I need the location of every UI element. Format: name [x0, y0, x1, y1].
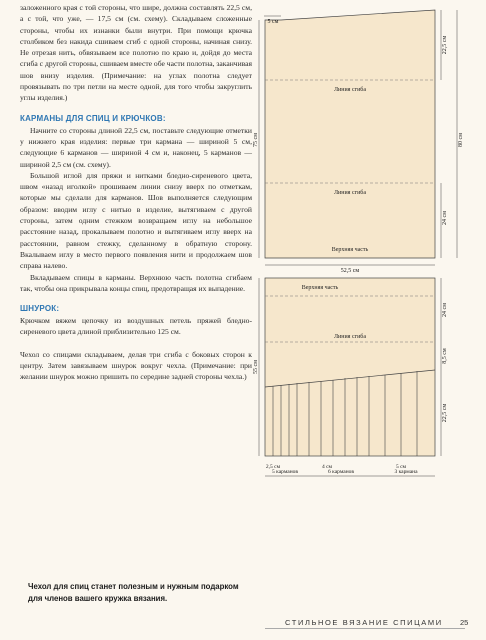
footer-rule [265, 628, 465, 629]
paragraph-folding: Чехол со спицами складываем, делая три сгиба с боковых сторон к центру. Затем завязываем шнурок вокруг чехла. (Примечание: при желании шнурок можно пришить по середине задней стороны чехла.) [20, 349, 252, 382]
book-title-footer: СТИЛЬНОЕ ВЯЗАНИЕ СПИЦАМИ [285, 618, 443, 627]
paragraph-pocket-marks: Начните со стороны длиной 22,5 см, поставьте следующие отметки у нижнего края изделия: первые три кармана — шириной 5 см, следующие 6 карманов — шириной 4 см и, наконец, 5 карманов — шириной 2,5 см (см. схему). [20, 125, 252, 169]
fold-label-2: Линия сгиба [333, 190, 367, 196]
top-part-label-1: Верхняя часть [331, 247, 369, 253]
heading-cord: ШНУРОК: [20, 304, 60, 314]
dim-24-top: 24 см [442, 211, 448, 225]
page-number: 25 [460, 618, 469, 627]
paragraph-cord: Крючком вяжем цепочку из воздушных петель пряжей бледно-сиреневого цвета длиной приблизительно 125 см. [20, 316, 252, 337]
dim-22-5-top: 22,5 см [442, 35, 448, 55]
text-column [20, 0, 252, 383]
dim-5cm-top: 5 см [267, 19, 279, 25]
dim-80: 80 см [458, 133, 464, 147]
dim-8-5: 8,5 см [442, 348, 448, 364]
knitting-diagram [250, 0, 486, 500]
top-part-label-2: Верхняя часть [301, 285, 339, 291]
upper-panel [265, 10, 435, 258]
group-3-pockets: 3 кармана [394, 469, 418, 475]
photo-caption: Чехол для спиц станет полезным и нужным подарком для членов вашего кружка вязания. [28, 582, 239, 603]
dim-5: 5 см [395, 464, 407, 470]
paragraph-seaming: заложенного края с той стороны, что шире, должна составлять 22,5 см, а с той, что уже, — 17,5 см (см. схему). Складываем сложенные стороны, чтобы их изнанки были внутри. При помощи крючка столбиком без накида сшиваем сгиб с одной стороны, начиная снизу. Не отрезая нить, обвязываем все полотно по краю и, дойдя до места сгиба с другой стороны, сшиваем вместе обе части полотна, заканчивая шов внизу изделия. (Примечание: на углах полотна следует провязывать по три петли на месте одной, для того чтобы закруглить углы изделия.) [20, 3, 253, 103]
dim-75: 75 см [253, 133, 259, 147]
dim-2-5: 2,5 см [265, 464, 281, 470]
dim-55: 55 см [253, 360, 259, 374]
lower-panel [265, 278, 435, 456]
dim-4: 4 см [321, 464, 333, 470]
fold-label-3: Линия сгиба [333, 334, 367, 340]
group-5-pockets: 5 карманов [272, 469, 298, 475]
heading-pockets: КАРМАНЫ ДЛЯ СПИЦ И КРЮЧКОВ: [20, 113, 166, 123]
group-6-pockets: 6 карманов [328, 469, 354, 475]
paragraph-insert-needles: Вкладываем спицы в карманы. Верхнюю часть полотна сгибаем так, чтобы она прикрывала концы спиц, предотвращая их выпадение. [20, 272, 252, 293]
paragraph-backstitch: Большой иглой для пряжи и нитками бледно-сиреневого цвета, швом «назад иголкой» прошиваем линии снизу вверх по отметкам, которые мы сделали для карманов. Шов выполняется следующим образом: вводим иглу с нитью в изделие, вытягиваем с другой стороны, затем одним стежком возвращаем иглу на небольшое расстояние назад, прокалываем полотно и вытягиваем иглу вверх на расстоянии, равном стежку, сделанному в обратную сторону. Вкалываем иглу в место первого появления нити и продолжаем шов справа налево. [20, 170, 252, 271]
dim-24-bot: 24 см [442, 303, 448, 317]
dim-52-5: 52,5 см [340, 268, 360, 274]
dim-22-5-bot: 22,5 см [442, 403, 448, 423]
fold-label-1: Линия сгиба [333, 87, 367, 93]
